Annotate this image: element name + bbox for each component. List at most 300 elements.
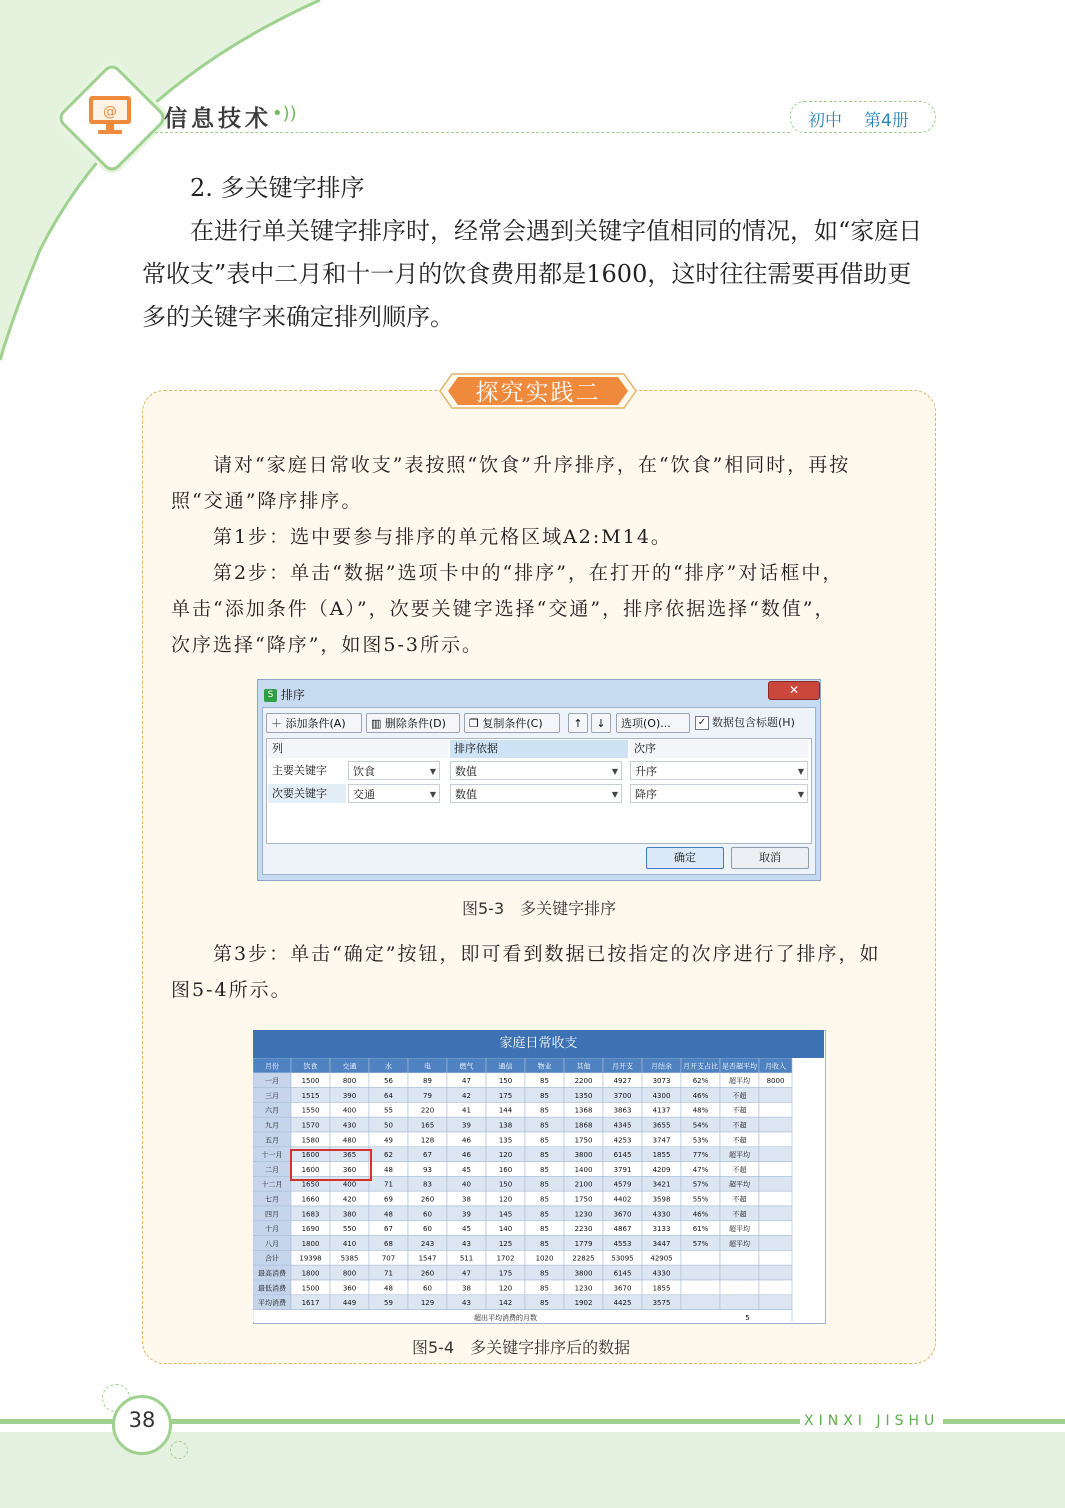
sheet-cell-text: 150 bbox=[498, 1180, 513, 1189]
sheet-header-text: 电 bbox=[424, 1062, 431, 1071]
sheet-cell-text: 380 bbox=[342, 1210, 357, 1219]
sheet-cell-text: 85 bbox=[540, 1269, 549, 1278]
header-divider bbox=[150, 132, 790, 133]
sheet-header-text: 燃气 bbox=[459, 1062, 474, 1071]
task-line-2: 照“交通”降序排序。 bbox=[171, 490, 363, 512]
sheet-cell-text: 48% bbox=[692, 1106, 709, 1115]
sheet-cell-text: 1800 bbox=[301, 1269, 320, 1278]
sheet-cell-text: 1230 bbox=[574, 1210, 593, 1219]
sheet-cell-text: 一月 bbox=[265, 1077, 279, 1086]
sheet-header-text: 月开支 bbox=[612, 1062, 633, 1071]
sheet-cell-text: 53095 bbox=[611, 1254, 634, 1263]
sheet-cell-text: 38 bbox=[462, 1195, 471, 1204]
sheet-cell-text: 1368 bbox=[574, 1106, 593, 1115]
sheet-cell-text: 六月 bbox=[265, 1106, 279, 1115]
sheet-title: 家庭日常收支 bbox=[253, 1030, 824, 1058]
sheet-cell-text: 47 bbox=[462, 1269, 471, 1278]
add-condition-button[interactable]: ＋ 添加条件(A) bbox=[266, 713, 362, 733]
column-header-basis: 排序依据 bbox=[450, 740, 628, 758]
sheet-cell-text: 1868 bbox=[574, 1121, 593, 1130]
sheet-cell-text: 260 bbox=[420, 1195, 435, 1204]
sheet-cell-text: 68 bbox=[384, 1239, 393, 1248]
grade-label: 初中 bbox=[808, 111, 842, 131]
sheet-cell-text: 十二月 bbox=[261, 1180, 283, 1189]
sheet-cell-text: 85 bbox=[540, 1121, 549, 1130]
sheet-cell-text: 4253 bbox=[613, 1136, 632, 1145]
sheet-cell-text: 260 bbox=[420, 1269, 435, 1278]
move-up-button[interactable]: ↑ bbox=[568, 713, 588, 733]
sheet-cell-text: 160 bbox=[498, 1165, 513, 1174]
sheet-cell-text: 3670 bbox=[613, 1210, 632, 1219]
sheet-cell-text: 超平均 bbox=[729, 1151, 750, 1160]
step-2-line-1: 第2步：单击“数据”选项卡中的“排序”，在打开的“排序”对话框中， bbox=[213, 562, 844, 584]
sheet-cell-text: 3863 bbox=[613, 1106, 632, 1115]
sheet-cell-text: 1020 bbox=[535, 1254, 554, 1263]
sheet-cell-text: 85 bbox=[540, 1180, 549, 1189]
sheet-cell bbox=[759, 1102, 792, 1117]
sheet-cell-text: 42905 bbox=[650, 1254, 673, 1263]
primary-field-select[interactable] bbox=[348, 761, 440, 780]
wave-icon: •)) bbox=[272, 103, 297, 124]
sheet-cell-text: 48 bbox=[384, 1165, 393, 1174]
sheet-cell-text: 85 bbox=[540, 1091, 549, 1100]
sheet-cell-text: 55% bbox=[692, 1195, 709, 1204]
sheet-cell-text: 135 bbox=[498, 1136, 513, 1145]
sheet-cell-text: 53% bbox=[692, 1136, 709, 1145]
sheet-cell-text: 4330 bbox=[652, 1269, 671, 1278]
sheet-cell bbox=[759, 1117, 792, 1132]
sheet-cell-text: 365 bbox=[342, 1151, 357, 1160]
sheet-cell-text: 1650 bbox=[301, 1180, 320, 1189]
sheet-cell-text: 3421 bbox=[652, 1180, 671, 1189]
step-3-line-2: 图5-4所示。 bbox=[171, 979, 292, 1001]
sheet-cell-text: 最高消费 bbox=[258, 1269, 286, 1278]
sheet-cell-text: 42 bbox=[462, 1091, 471, 1100]
sheet-cell-text: 47% bbox=[692, 1165, 709, 1174]
sheet-cell-text: 5385 bbox=[340, 1254, 359, 1263]
sheet-cell-text: 1779 bbox=[574, 1239, 593, 1248]
sheet-cell-text: 85 bbox=[540, 1106, 549, 1115]
sheet-cell-text: 57% bbox=[692, 1239, 709, 1248]
sheet-cell-text: 超平均 bbox=[729, 1077, 750, 1086]
sheet-cell-text: 6145 bbox=[613, 1269, 632, 1278]
figure-5-4-caption: 图5-4 多关键字排序后的数据 bbox=[412, 1338, 631, 1357]
primary-order-value: 升序 bbox=[635, 765, 657, 778]
sheet-cell-text: 合计 bbox=[265, 1254, 279, 1263]
sheet-cell-text: 144 bbox=[498, 1106, 513, 1115]
sheet-cell-text: 50 bbox=[384, 1121, 393, 1130]
sheet-cell-text: 三月 bbox=[265, 1091, 279, 1100]
sheet-cell-text: 410 bbox=[342, 1239, 357, 1248]
sheet-cell-text: 175 bbox=[498, 1269, 513, 1278]
sheet-cell-text: 46% bbox=[692, 1091, 709, 1100]
sheet-cell-text: 140 bbox=[498, 1225, 513, 1234]
section-heading: 2. 多关键字排序 bbox=[190, 174, 365, 202]
sheet-cell-text: 1500 bbox=[301, 1284, 320, 1293]
sheet-cell-text: 19398 bbox=[299, 1254, 322, 1263]
sheet-cell-text: 3747 bbox=[652, 1136, 671, 1145]
sheet-cell bbox=[681, 1280, 720, 1295]
sheet-cell-text: 4867 bbox=[613, 1225, 632, 1234]
sheet-cell-text: 38 bbox=[462, 1284, 471, 1293]
sheet-cell-text: 71 bbox=[384, 1269, 393, 1278]
sheet-cell-text: 4330 bbox=[652, 1210, 671, 1219]
sheet-cell-text: 85 bbox=[540, 1299, 549, 1308]
sheet-cell-text: 最低消费 bbox=[258, 1284, 286, 1293]
sheet-cell-text: 449 bbox=[342, 1299, 357, 1308]
sheet-cell-text: 4300 bbox=[652, 1091, 671, 1100]
sheet-cell-text: 不超 bbox=[732, 1091, 747, 1100]
sheet-cell-text: 十月 bbox=[265, 1225, 279, 1234]
sheet-cell bbox=[759, 1280, 792, 1295]
dialog-title-text: 排序 bbox=[280, 688, 305, 702]
sheet-cell-text: 不超 bbox=[732, 1165, 747, 1174]
sheet-header-text: 月收入 bbox=[765, 1062, 786, 1071]
sheet-cell-text: 4209 bbox=[652, 1165, 671, 1174]
sheet-cell bbox=[759, 1295, 792, 1310]
sheet-cell-text: 1902 bbox=[574, 1299, 593, 1308]
sheet-cell-text: 420 bbox=[342, 1195, 357, 1204]
sheet-header-text: 是否超平均 bbox=[722, 1062, 757, 1071]
sheet-cell-text: 3447 bbox=[652, 1239, 671, 1248]
sheet-cell-text: 800 bbox=[342, 1269, 357, 1278]
sheet-cell-text: 平均消费 bbox=[258, 1299, 286, 1308]
sheet-cell-text: 45 bbox=[462, 1225, 471, 1234]
chevron-down-icon: ▼ bbox=[797, 767, 804, 776]
sheet-cell-text: 61% bbox=[692, 1225, 709, 1234]
step-1-line: 第1步：选中要参与排序的单元格区域A2:M14。 bbox=[213, 526, 672, 548]
sheet-cell-text: 七月 bbox=[265, 1195, 279, 1204]
sheet-cell-text: 41 bbox=[462, 1106, 471, 1115]
sheet-cell-text: 62% bbox=[692, 1077, 709, 1086]
copy-condition-label: 复制条件(C) bbox=[482, 717, 543, 730]
sheet-cell-text: 4579 bbox=[613, 1180, 632, 1189]
sheet-cell-text: 175 bbox=[498, 1091, 513, 1100]
sheet-header-text: 交通 bbox=[342, 1062, 357, 1071]
sheet-cell bbox=[759, 1132, 792, 1147]
sheet-cell-text: 89 bbox=[423, 1077, 432, 1086]
sheet-cell bbox=[720, 1250, 759, 1265]
sheet-cell-text: 56 bbox=[384, 1077, 393, 1086]
has-header-checkbox[interactable]: ✓ bbox=[695, 716, 709, 730]
sheet-cell-text: 8000 bbox=[766, 1077, 785, 1086]
sheet-cell bbox=[759, 1221, 792, 1236]
sheet-cell-text: 64 bbox=[384, 1091, 393, 1100]
sheet-cell-text: 不超 bbox=[732, 1136, 747, 1145]
sheet-cell-text: 79 bbox=[423, 1091, 432, 1100]
secondary-order-select[interactable] bbox=[630, 784, 808, 803]
secondary-basis-select[interactable] bbox=[450, 784, 622, 803]
sheet-cell-text: 1683 bbox=[301, 1210, 320, 1219]
sheet-cell-text: 4402 bbox=[613, 1195, 632, 1204]
sheet-cell-text: 93 bbox=[423, 1165, 432, 1174]
sheet-cell-text: 43 bbox=[462, 1299, 471, 1308]
sheet-cell-text: 120 bbox=[498, 1151, 513, 1160]
sheet-cell-text: 1500 bbox=[301, 1077, 320, 1086]
sheet-cell-text: 1690 bbox=[301, 1225, 320, 1234]
sheet-cell-text: 不超 bbox=[732, 1195, 747, 1204]
sheet-cell-text: 220 bbox=[420, 1106, 435, 1115]
step-3-line-1: 第3步：单击“确定”按钮，即可看到数据已按指定的次序进行了排序，如 bbox=[213, 943, 881, 965]
subject-title: 信息技术 bbox=[164, 106, 272, 132]
sheet-cell-text: 2100 bbox=[574, 1180, 593, 1189]
sheet-cell-text: 3800 bbox=[574, 1269, 593, 1278]
sheet-cell-text: 1550 bbox=[301, 1106, 320, 1115]
sheet-header-text: 月开支占比 bbox=[683, 1062, 718, 1071]
sheet-cell bbox=[759, 1250, 792, 1265]
sheet-cell-text: 57% bbox=[692, 1180, 709, 1189]
sheet-cell-text: 120 bbox=[498, 1284, 513, 1293]
sheet-cell bbox=[759, 1265, 792, 1280]
sheet-cell-text: 6145 bbox=[613, 1151, 632, 1160]
sheet-cell-text: 69 bbox=[384, 1195, 393, 1204]
chevron-down-icon: ▼ bbox=[611, 767, 618, 776]
chevron-down-icon: ▼ bbox=[611, 790, 618, 799]
delete-condition-button[interactable] bbox=[366, 713, 460, 733]
sheet-cell-text: 3073 bbox=[652, 1077, 671, 1086]
sheet-cell-text: 1855 bbox=[652, 1151, 671, 1160]
sheet-header-text: 月份 bbox=[265, 1062, 279, 1071]
sheet-cell-text: 47 bbox=[462, 1077, 471, 1086]
secondary-key-label: 次要关键字 bbox=[268, 784, 346, 803]
figure-5-3-caption: 图5-3 多关键字排序 bbox=[462, 899, 617, 918]
sheet-cell bbox=[759, 1236, 792, 1251]
sheet-header-text: 物业 bbox=[537, 1062, 552, 1071]
sheet-cell-text: 4927 bbox=[613, 1077, 632, 1086]
task-line-1: 请对“家庭日常收支”表按照“饮食”升序排序，在“饮食”相同时，再按 bbox=[213, 454, 851, 476]
sheet-cell bbox=[681, 1295, 720, 1310]
sheet-cell-text: 85 bbox=[540, 1165, 549, 1174]
sheet-cell-text: 3655 bbox=[652, 1121, 671, 1130]
sheet-cell-text: 1750 bbox=[574, 1195, 593, 1204]
sheet-cell-text: 五月 bbox=[265, 1136, 279, 1145]
sheet-cell-text: 67 bbox=[384, 1225, 393, 1234]
sheet-cell bbox=[759, 1191, 792, 1206]
sheet-cell-text: 1617 bbox=[301, 1299, 320, 1308]
sheet-cell-text: 1800 bbox=[301, 1239, 320, 1248]
sheet-cell-text: 800 bbox=[342, 1077, 357, 1086]
sheet-cell-text: 1600 bbox=[301, 1151, 320, 1160]
sheet-cell bbox=[759, 1088, 792, 1103]
sheet-cell-text: 138 bbox=[498, 1121, 513, 1130]
sheet-header-text: 饮食 bbox=[303, 1062, 318, 1071]
sheet-cell-text: 不超 bbox=[732, 1106, 747, 1115]
sheet-cell-text: 1580 bbox=[301, 1136, 320, 1145]
sheet-cell-text: 85 bbox=[540, 1151, 549, 1160]
sheet-cell-text: 83 bbox=[423, 1180, 432, 1189]
sheet-cell-text: 3670 bbox=[613, 1284, 632, 1293]
sheet-cell-text: 49 bbox=[384, 1136, 393, 1145]
sheet-cell-text: 85 bbox=[540, 1225, 549, 1234]
sheet-cell bbox=[681, 1265, 720, 1280]
sheet-cell-text: 3133 bbox=[652, 1225, 671, 1234]
computer-at-icon bbox=[86, 93, 134, 139]
sheet-cell-text: 39 bbox=[462, 1210, 471, 1219]
sheet-cell-text: 142 bbox=[498, 1299, 513, 1308]
column-header-col: 列 bbox=[268, 740, 448, 758]
sheet-cell-text: 4553 bbox=[613, 1239, 632, 1248]
sheet-cell-text: 125 bbox=[498, 1239, 513, 1248]
sheet-cell-text: 360 bbox=[342, 1284, 357, 1293]
sheet-cell-text: 4425 bbox=[613, 1299, 632, 1308]
chevron-down-icon: ▼ bbox=[429, 767, 436, 776]
sheet-cell-text: 3791 bbox=[613, 1165, 632, 1174]
sheet-cell-text: 60 bbox=[423, 1284, 432, 1293]
sheet-cell-text: 22825 bbox=[572, 1254, 595, 1263]
sheet-cell-text: 48 bbox=[384, 1210, 393, 1219]
sheet-cell-text: 390 bbox=[342, 1091, 357, 1100]
sheet-cell-text: 128 bbox=[420, 1136, 435, 1145]
copy-icon: ❐ bbox=[469, 717, 483, 730]
ok-button[interactable]: 确定 bbox=[646, 847, 724, 869]
sheet-cell-text: 150 bbox=[498, 1077, 513, 1086]
sheet-cell-text: 2230 bbox=[574, 1225, 593, 1234]
page-number: 38 bbox=[128, 1408, 156, 1432]
secondary-field-value: 交通 bbox=[353, 788, 375, 801]
sheet-cell-text: 85 bbox=[540, 1077, 549, 1086]
intro-line-2: 常收支”表中二月和十一月的饮食费用都是1600，这时往往需要再借助更 bbox=[142, 260, 912, 288]
primary-basis-value: 数值 bbox=[455, 765, 477, 778]
options-button[interactable]: 选项(O)... bbox=[616, 713, 690, 733]
column-header-order: 次序 bbox=[630, 740, 808, 758]
sheet-cell-text: 1702 bbox=[496, 1254, 515, 1263]
intro-line-3: 多的关键字来确定排列顺序。 bbox=[142, 303, 454, 331]
sheet-cell-text: 1660 bbox=[301, 1195, 320, 1204]
sheet-cell-text: 62 bbox=[384, 1151, 393, 1160]
sheet-cell-text: 360 bbox=[342, 1165, 357, 1174]
sheet-cell-text: 2200 bbox=[574, 1077, 593, 1086]
sheet-cell-text: 3700 bbox=[613, 1091, 632, 1100]
sheet-cell-text: 85 bbox=[540, 1210, 549, 1219]
step-2-line-3: 次序选择“降序”，如图5-3所示。 bbox=[171, 634, 484, 656]
sheet-footer-label: 超出平均消费的月数 bbox=[474, 1313, 537, 1322]
spreadsheet-app-icon: S bbox=[264, 689, 277, 702]
sheet-cell-text: 1855 bbox=[652, 1284, 671, 1293]
sheet-cell bbox=[759, 1206, 792, 1221]
copy-condition-button[interactable] bbox=[464, 713, 560, 733]
sheet-cell bbox=[759, 1162, 792, 1177]
sheet-cell-text: 45 bbox=[462, 1165, 471, 1174]
sheet-cell-text: 120 bbox=[498, 1195, 513, 1204]
sheet-cell-text: 85 bbox=[540, 1239, 549, 1248]
sheet-cell-text: 480 bbox=[342, 1136, 357, 1145]
trash-icon: ▥ bbox=[371, 717, 385, 730]
sheet-cell-text: 67 bbox=[423, 1151, 432, 1160]
sheet-cell-text: 超平均 bbox=[729, 1239, 750, 1248]
sheet-cell-text: 超平均 bbox=[729, 1225, 750, 1234]
sheet-cell-text: 85 bbox=[540, 1195, 549, 1204]
sheet-cell-text: 3575 bbox=[652, 1299, 671, 1308]
sheet-cell-text: 54% bbox=[692, 1121, 709, 1130]
sheet-grid bbox=[253, 1058, 824, 1322]
sheet-cell-text: 不超 bbox=[732, 1210, 747, 1219]
sheet-header-text: 其他 bbox=[576, 1062, 591, 1071]
sheet-cell-text: 1547 bbox=[418, 1254, 437, 1263]
sheet-header-text: 水 bbox=[385, 1062, 392, 1071]
sheet-cell-text: 4345 bbox=[613, 1121, 632, 1130]
sheet-cell-text: 243 bbox=[420, 1239, 435, 1248]
sheet-footer-value: 5 bbox=[745, 1313, 750, 1322]
sheet-cell-text: 1570 bbox=[301, 1121, 320, 1130]
sheet-cell bbox=[759, 1147, 792, 1162]
sheet-cell-text: 3800 bbox=[574, 1151, 593, 1160]
sheet-cell-text: 4137 bbox=[652, 1106, 671, 1115]
chevron-down-icon: ▼ bbox=[429, 790, 436, 799]
sheet-cell-text: 55 bbox=[384, 1106, 393, 1115]
sheet-cell-text: 八月 bbox=[265, 1239, 279, 1248]
sheet-header-text: 月结余 bbox=[651, 1062, 672, 1071]
svg-text:@: @ bbox=[103, 104, 117, 120]
delete-condition-label: 删除条件(D) bbox=[384, 717, 446, 730]
decor-circle bbox=[170, 1441, 188, 1459]
sheet-cell-text: 1350 bbox=[574, 1091, 593, 1100]
sheet-cell-text: 60 bbox=[423, 1210, 432, 1219]
sheet-cell-text: 129 bbox=[420, 1299, 435, 1308]
sheet-cell-text: 400 bbox=[342, 1180, 357, 1189]
sheet-cell-text: 43 bbox=[462, 1239, 471, 1248]
close-button[interactable]: ✕ bbox=[768, 681, 820, 700]
explore-tag-label: 探究实践二 bbox=[475, 380, 601, 406]
sheet-cell-text: 145 bbox=[498, 1210, 513, 1219]
sheet-cell bbox=[720, 1295, 759, 1310]
sheet-cell-text: 1600 bbox=[301, 1165, 320, 1174]
sheet-cell-text: 1750 bbox=[574, 1136, 593, 1145]
footer-brand: XINXI JISHU bbox=[800, 1413, 943, 1429]
step-2-line-2: 单击“添加条件（A）”，次要关键字选择“交通”，排序依据选择“数值”， bbox=[171, 598, 836, 620]
sheet-cell-text: 九月 bbox=[265, 1121, 279, 1130]
sheet-header-text: 通信 bbox=[498, 1062, 513, 1071]
sheet-cell-text: 十一月 bbox=[261, 1151, 283, 1160]
sheet-cell-text: 60 bbox=[423, 1225, 432, 1234]
volume-label: 第4册 bbox=[864, 111, 909, 131]
secondary-field-select[interactable] bbox=[348, 784, 440, 803]
sheet-cell-text: 1400 bbox=[574, 1165, 593, 1174]
sheet-cell-text: 1230 bbox=[574, 1284, 593, 1293]
sheet-cell-text: 超平均 bbox=[729, 1180, 750, 1189]
sheet-cell-text: 48 bbox=[384, 1284, 393, 1293]
primary-order-select[interactable] bbox=[630, 761, 808, 780]
sheet-cell-text: 46 bbox=[462, 1151, 471, 1160]
sheet-cell-text: 1515 bbox=[301, 1091, 320, 1100]
sheet-cell-text: 511 bbox=[459, 1254, 474, 1263]
chevron-down-icon: ▼ bbox=[797, 790, 804, 799]
sheet-cell-text: 二月 bbox=[265, 1165, 279, 1174]
primary-field-value: 饮食 bbox=[353, 765, 375, 778]
sheet-cell-text: 400 bbox=[342, 1106, 357, 1115]
has-header-label: 数据包含标题(H) bbox=[712, 716, 795, 729]
primary-key-label: 主要关键字 bbox=[272, 764, 327, 777]
sheet-cell-text: 不超 bbox=[732, 1121, 747, 1130]
cancel-button[interactable]: 取消 bbox=[731, 847, 809, 869]
sheet-cell-text: 3598 bbox=[652, 1195, 671, 1204]
move-down-button[interactable]: ↓ bbox=[591, 713, 611, 733]
sheet-cell-text: 550 bbox=[342, 1225, 357, 1234]
sheet-cell-text: 430 bbox=[342, 1121, 357, 1130]
sheet-cell bbox=[720, 1280, 759, 1295]
sheet-cell bbox=[720, 1265, 759, 1280]
primary-basis-select[interactable] bbox=[450, 761, 622, 780]
sheet-cell-text: 77% bbox=[692, 1151, 709, 1160]
sheet-cell bbox=[759, 1176, 792, 1191]
secondary-order-value: 降序 bbox=[635, 788, 657, 801]
sheet-cell bbox=[681, 1250, 720, 1265]
secondary-basis-value: 数值 bbox=[455, 788, 477, 801]
sheet-cell-text: 四月 bbox=[265, 1210, 279, 1219]
sheet-cell-text: 85 bbox=[540, 1136, 549, 1145]
sheet-cell-text: 71 bbox=[384, 1180, 393, 1189]
sheet-cell-text: 39 bbox=[462, 1121, 471, 1130]
dialog-title bbox=[264, 686, 305, 703]
